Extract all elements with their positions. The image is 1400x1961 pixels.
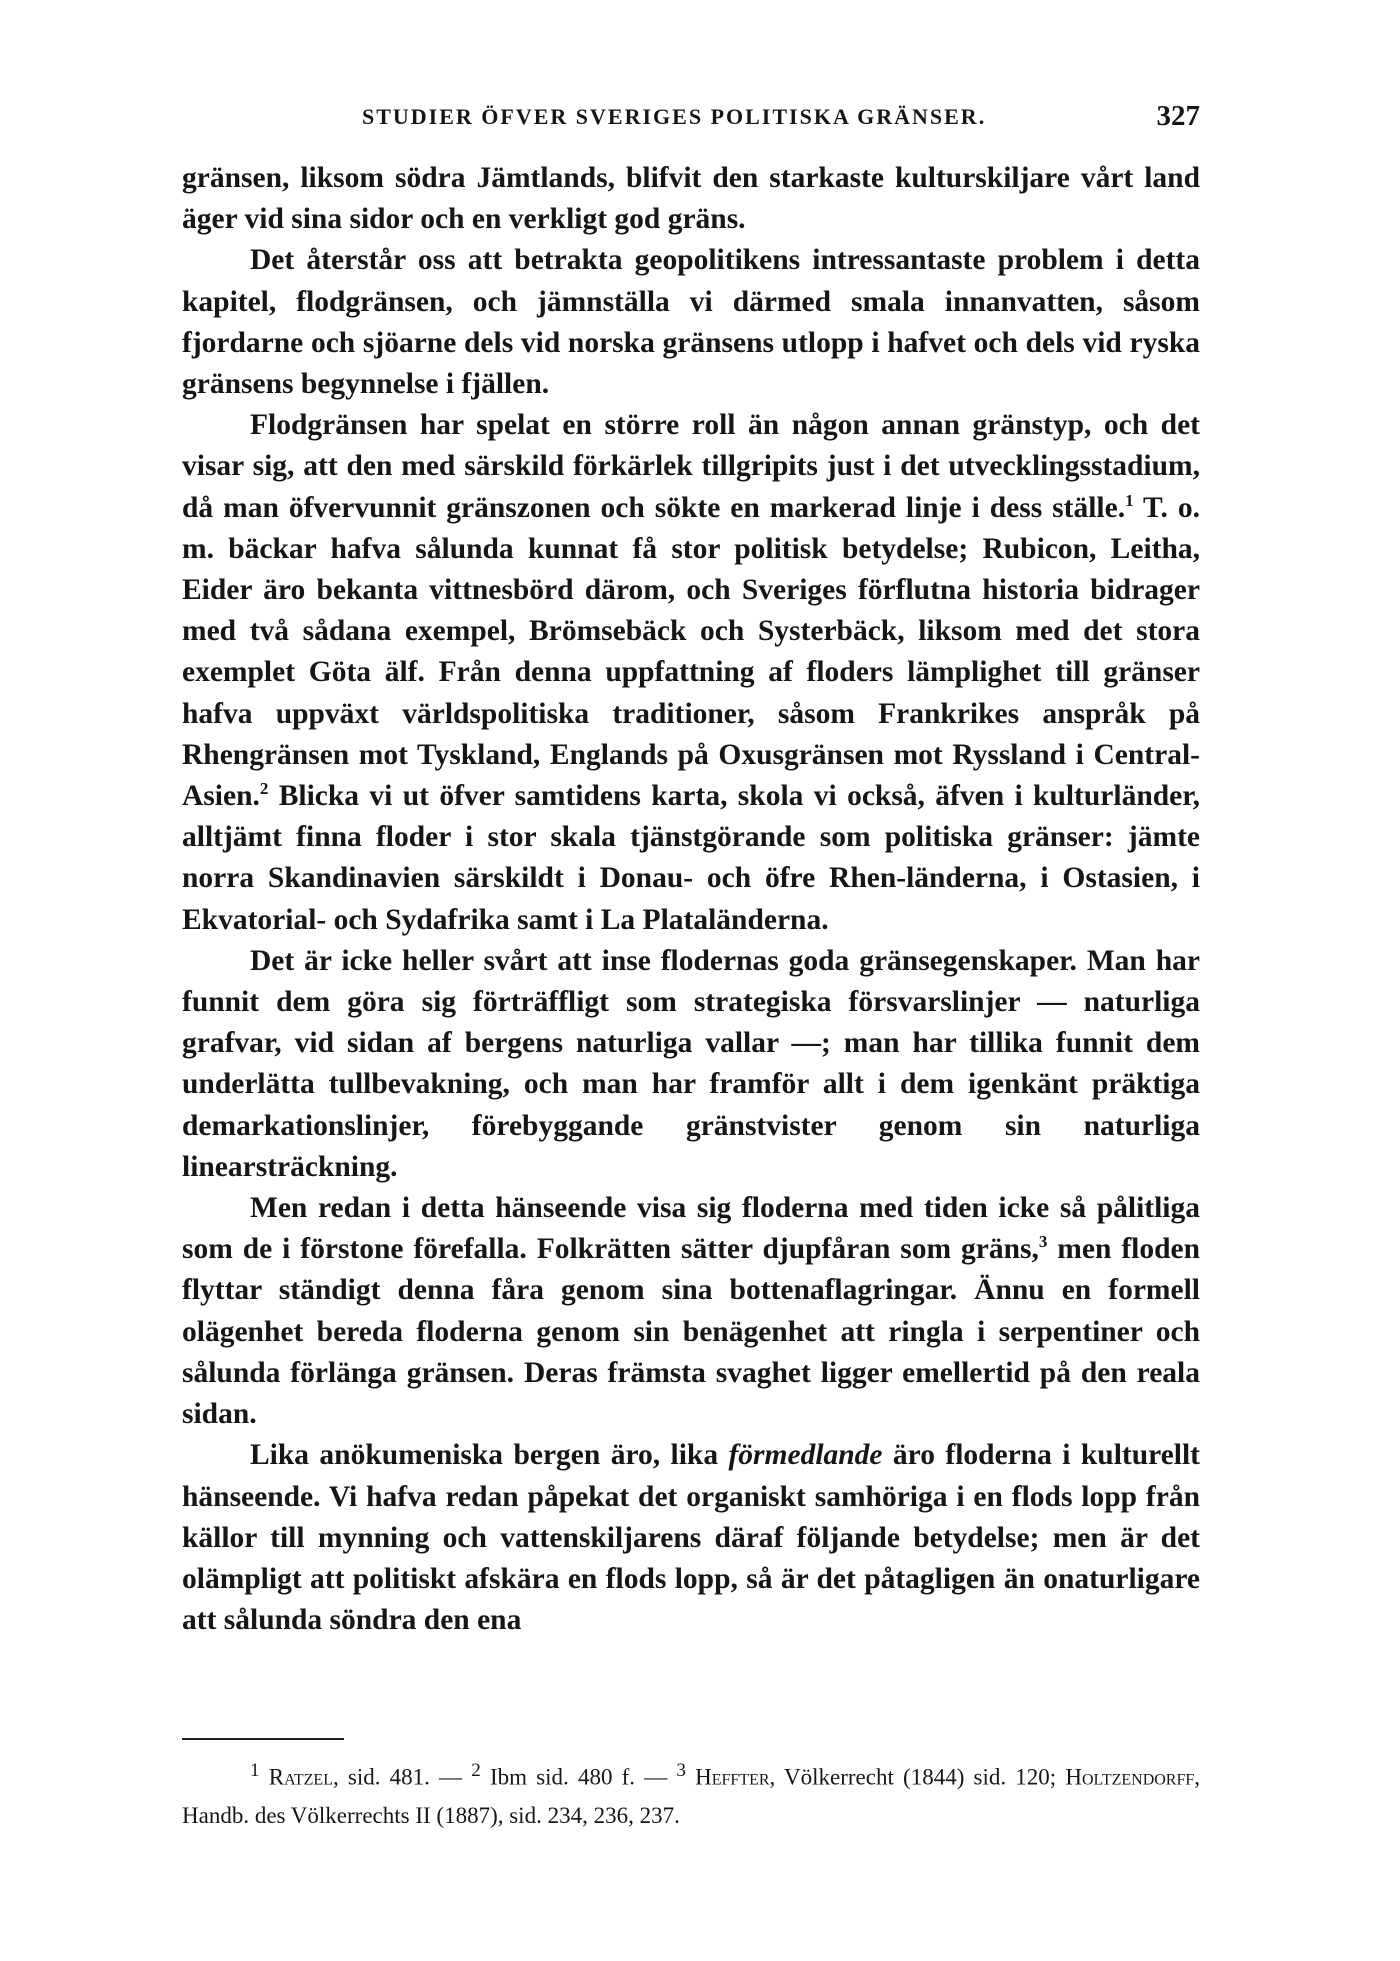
footnote-ref-1: 1 — [1125, 490, 1134, 510]
footnote-mark-2: 2 — [471, 1760, 481, 1781]
footnote-text — [182, 1752, 1200, 1835]
paragraph-text: äro floderna i kulturellt hänseende. Vi hafva redan påpekat det organiskt samhöriga i en flods lopp från källor till mynning och vattenskiljarens däraf följande betydelse; men är det olämpligt att politiskt afskära en flods lopp, så är det påtagligen än onaturligare att sålunda söndra den ena — [182, 1439, 1201, 1637]
paragraph-border-qualities — [182, 941, 1200, 1188]
footnote-mark-1: 1 — [250, 1760, 260, 1781]
paragraph-cultural — [182, 1435, 1200, 1641]
footnote-ref-text: Ibm sid. 480 f. — — [480, 1764, 677, 1790]
footnote-author: Holtzendorff — [1065, 1764, 1195, 1790]
running-head — [182, 100, 1200, 144]
paragraph-continuation — [182, 158, 1200, 240]
paragraph-text: men floden flyttar ständigt denna fåra genom sina bottenaflagringar. Ännu en formell olägenhet bereda floderna genom sin benägenhet att ringla i serpentiner och sålunda förlänga gränsen. Deras främsta svaghet ligger emellertid på den reala sidan. — [182, 1233, 1200, 1431]
running-title: STUDIER ÖFVER SVERIGES POLITISKA GRÄNSER. — [362, 104, 987, 129]
paragraph-text: gränsen, liksom södra Jämtlands, blifvit den starkaste kulturskiljare vårt land äger vid sina sidor och en verkligt god gräns. — [182, 162, 1200, 236]
footnote-ref-text: , Handb. des Völkerrechts II (1887), sid. 234, 236, 237. — [182, 1764, 1201, 1828]
emphasis-text: förmedlande — [728, 1439, 883, 1472]
paragraph-geopolitics — [182, 240, 1200, 405]
paragraph-river-border — [182, 405, 1200, 941]
paragraph-text: Lika anökumeniska bergen äro, lika — [250, 1439, 729, 1472]
footnote-mark-3: 3 — [676, 1760, 686, 1781]
page-number: 327 — [1156, 100, 1200, 132]
paragraph-text: Det är icke heller svårt att inse flodernas goda gränsegenskaper. Man har funnit dem göra sig förträffligt som strategiska försvarslinjer — naturliga grafvar, vid sidan af bergens naturliga vallar —; man har tillika funnit dem underlätta tullbevakning, och man har framför allt i dem igenkänt präktiga demarkationslinjer, förebyggande gränstvister genom sin naturliga linearsträckning. — [182, 944, 1200, 1183]
footnote-ref-3: 3 — [1038, 1232, 1048, 1252]
paragraph-text: Flodgränsen har spelat en större roll än någon annan gränstyp, och det visar sig, att den med särskild förkärlek tillgripits just i det utvecklingsstadium, då man öfvervunnit gränszonen och sökte en markerad linje i dess ställe. — [182, 409, 1200, 524]
footnote-divider — [182, 1738, 344, 1740]
footnote-ref-text: , Völkerrecht (1844) sid. 120; — [769, 1764, 1066, 1790]
paragraph-reliability — [182, 1188, 1200, 1435]
footnote-author: Ratzel — [268, 1764, 333, 1790]
paragraph-text: Det återstår oss att betrakta geopolitikens intressantaste problem i detta kapitel, flodgränsen, och jämnställa vi därmed smala innanvatten, såsom fjordarne och sjöarne dels vid norska gränsens utlopp i hafvet och dels vid ryska gränsens begynnelse i fjällen. — [182, 244, 1200, 401]
paragraph-text: Men redan i detta hänseende visa sig floderna med tiden icke så pålitliga som de i förstone förefalla. Folkrätten sätter djupfåran som gräns, — [182, 1192, 1200, 1266]
paragraph-text: Blicka vi ut öfver samtidens karta, skola vi också, äfven i kulturländer, alltjämt finna floder i stor skala tjänstgörande som politiska gränser: jämte norra Skandinavien särskildt i Donau- och öfre Rhen-länderna, i Ostasien, i Ekvatorial- och Sydafrika samt i La Plataländerna. — [182, 780, 1200, 936]
footnote-ref-2: 2 — [259, 779, 269, 799]
paragraph-text: T. o. m. bäckar hafva sålunda kunnat få stor politisk betydelse; Rubicon, Leitha, Eider äro bekanta vittnesbörd därom, och Sveriges förflutna historia bidrager med två sådana exempel, Brömsebäck och Systerbäck, liksom med det stora exemplet Göta älf. Från denna uppfattning af floders lämplighet till gränser hafva uppväxt världspolitiska traditioner, såsom Frankrikes anspråk på Rhengränsen mot Tyskland, Englands på Oxusgränsen mot Ryssland i Central-Asien. — [182, 491, 1200, 813]
body-text — [182, 158, 1200, 1641]
footnote-ref-text: , sid. 481. — — [332, 1764, 472, 1790]
footnotes — [182, 1752, 1200, 1835]
footnote-author: Heffter — [695, 1764, 770, 1790]
